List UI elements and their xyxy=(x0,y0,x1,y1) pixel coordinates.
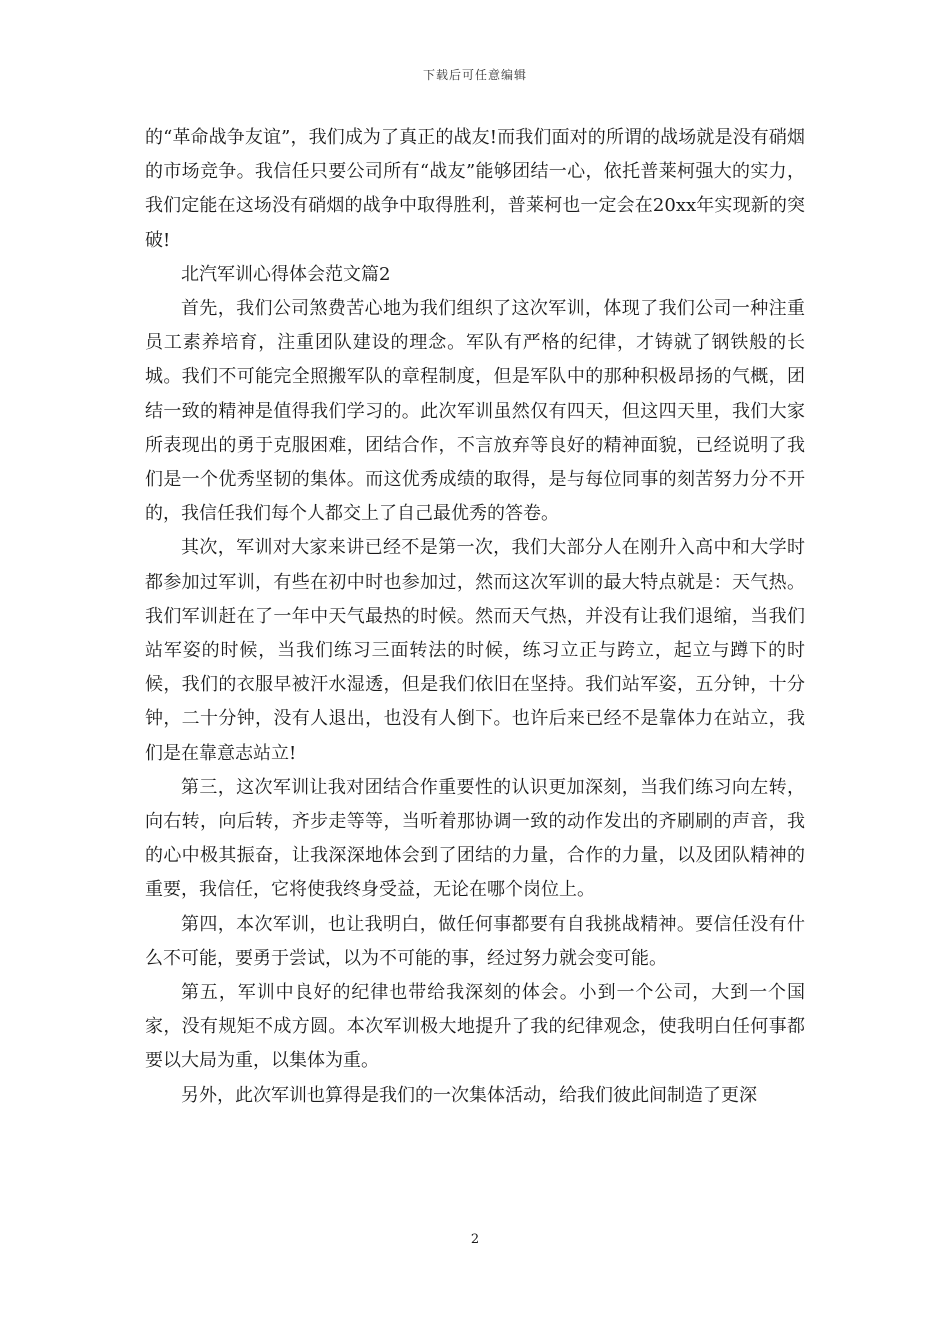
paragraph: 第四，本次军训，也让我明白，做任何事都要有自我挑战精神。要信任没有什么不可能，要勇于尝试，以为不可能的事，经过努力就会变可能。 xyxy=(145,913,805,969)
paragraph-continuation: 的“革命战争友谊”，我们成为了真正的战友!而我们面对的所谓的战场就是没有硝烟的市场竞争。我信任只要公司所有“战友”能够团结一心，依托普莱柯强大的实力，我们定能在这场没有硝烟的战争中取得胜利，普莱柯也一定会在20xx年实现新的突破! xyxy=(145,127,805,251)
section-heading: 北汽军训心得体会范文篇2 xyxy=(181,263,391,285)
document-body xyxy=(145,121,805,1113)
paragraph: 其次，军训对大家来讲已经不是第一次，我们大部分人在刚升入高中和大学时都参加过军训，有些在初中时也参加过，然而这次军训的最大特点就是：天气热。我们军训赶在了一年中天气最热的时候。然而天气热，并没有让我们退缩，当我们站军姿的时候，当我们练习三面转法的时候，练习立正与跨立，起立与蹲下的时候，我们的衣服早被汗水湿透，但是我们依旧在坚持。我们站军姿，五分钟，十分钟，二十分钟，没有人退出，也没有人倒下。也许后来已经不是靠体力在站立，我们是在靠意志站立! xyxy=(145,537,805,764)
paragraph: 第五，军训中良好的纪律也带给我深刻的体会。小到一个公司，大到一个国家，没有规矩不成方圆。本次军训极大地提升了我的纪律观念，使我明白任何事都要以大局为重，以集体为重。 xyxy=(145,982,805,1072)
page-number: 2 xyxy=(470,1232,480,1247)
paragraph-truncated: 另外，此次军训也算得是我们的一次集体活动，给我们彼此间制造了更深 xyxy=(181,1084,757,1106)
page-header-note: 下载后可任意编辑 xyxy=(422,68,527,82)
paragraph: 首先，我们公司煞费苦心地为我们组织了这次军训，体现了我们公司一种注重员工素养培育，注重团队建设的理念。军队有严格的纪律，才铸就了钢铁般的长城。我们不可能完全照搬军队的章程制度，但是军队中的那种积极昂扬的气概，团结一致的精神是值得我们学习的。此次军训虽然仅有四天，但这四天里，我们大家所表现出的勇于克服困难，团结合作，不言放弃等良好的精神面貌，已经说明了我们是一个优秀坚韧的集体。而这优秀成绩的取得，是与每位同事的刻苦努力分不开的，我信任我们每个人都交上了自己最优秀的答卷。 xyxy=(145,298,805,525)
paragraph: 第三，这次军训让我对团结合作重要性的认识更加深刻，当我们练习向左转，向右转，向后转，齐步走等等，当听着那协调一致的动作发出的齐刷刷的声音，我的心中极其振奋，让我深深地体会到了团结的力量，合作的力量，以及团队精神的重要，我信任，它将使我终身受益，无论在哪个岗位上。 xyxy=(145,776,805,901)
